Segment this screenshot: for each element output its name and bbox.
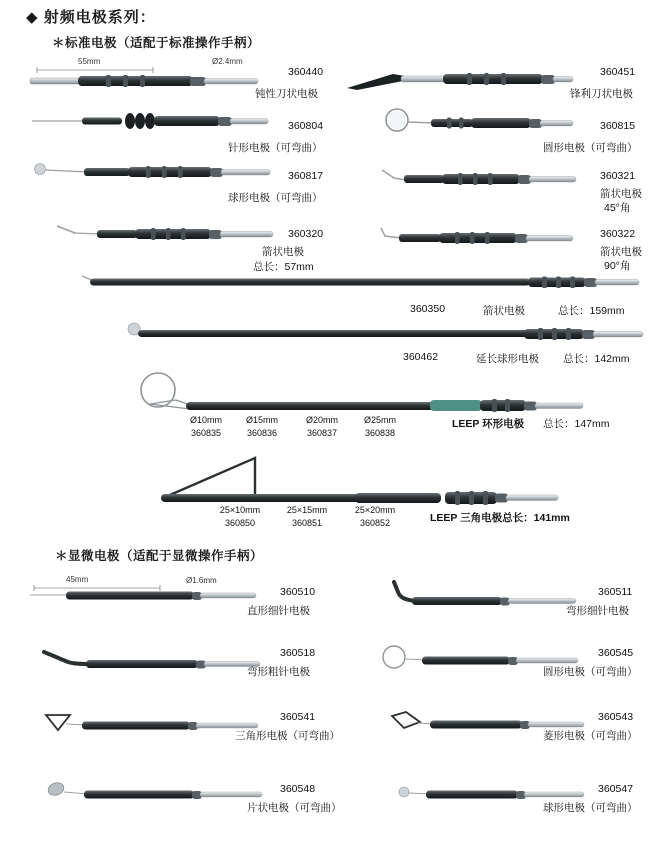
dimension-diameter-16: Ø1.6mm: [186, 576, 217, 585]
product-label-360547: 球形电极（可弯曲）: [543, 802, 638, 814]
product-code-360543: 360543: [598, 711, 634, 723]
product-label-360350: 箭状电极: [483, 305, 525, 317]
electrode-image-360350: [80, 272, 640, 292]
product-label-360548: 片状电极（可弯曲）: [247, 802, 342, 814]
dimension-length-55: 55mm: [78, 57, 101, 66]
product-code-360451: 360451: [600, 66, 636, 78]
product-code-360804: 360804: [288, 120, 324, 132]
electrode-image-360451: [345, 68, 575, 94]
product-label-360518: 弯形粗针电极: [247, 666, 310, 678]
product-label-360462: 延长球形电极: [476, 353, 539, 365]
electrode-image-360815: [375, 108, 575, 136]
product-angle-360322: 90°角: [604, 260, 631, 272]
product-length-360320: 总长：57mm: [253, 261, 314, 273]
leep-loop-size-4-value: Ø25mm: [363, 415, 396, 425]
product-label-360320: 箭状电极: [262, 246, 304, 258]
leep-loop-length: 总长：147mm: [543, 418, 610, 430]
leep-loop-size-2: [232, 414, 292, 440]
product-code-360321: 360321: [600, 170, 636, 182]
electrode-image-360548: [44, 780, 264, 804]
product-code-360510: 360510: [280, 586, 316, 598]
electrode-image-360804: [30, 110, 270, 134]
product-code-360462: 360462: [403, 351, 439, 363]
leep-triangle-size-1: [208, 504, 272, 530]
leep-triangle-size-2-code: 360851: [291, 518, 323, 528]
product-code-360440: 360440: [288, 66, 324, 78]
product-code-360541: 360541: [280, 711, 316, 723]
product-code-360350: 360350: [410, 303, 446, 315]
leep-triangle-size-3-code: 360852: [359, 518, 391, 528]
leep-triangle-size-2-value: 25×15mm: [286, 505, 328, 515]
leep-triangle-size-2: [275, 504, 339, 530]
product-code-360548: 360548: [280, 783, 316, 795]
leep-loop-size-3-value: Ø20mm: [305, 415, 338, 425]
leep-loop-size-4-code: 360838: [364, 428, 396, 438]
leep-triangle-size-3-value: 25×20mm: [354, 505, 396, 515]
leep-loop-size-3-code: 360837: [306, 428, 338, 438]
product-code-360320: 360320: [288, 228, 324, 240]
product-label-360817: 球形电极（可弯曲）: [228, 192, 323, 204]
leep-loop-size-1: [176, 414, 236, 440]
product-label-360541: 三角形电极（可弯曲）: [235, 730, 340, 742]
product-label-360321: 箭状电极: [600, 188, 642, 200]
subsection-title-standard: ＊标准电极（适配于标准操作手柄）: [52, 36, 261, 50]
product-label-360511: 弯形细针电极: [566, 605, 629, 617]
product-label-360545: 圆形电极（可弯曲）: [543, 666, 638, 678]
product-code-360545: 360545: [598, 647, 634, 659]
leep-loop-size-2-value: Ø15mm: [245, 415, 278, 425]
product-label-360804: 针形电极（可弯曲）: [228, 142, 323, 154]
subsection-title-micro: ＊显微电极（适配于显微操作手柄）: [55, 549, 264, 563]
leep-triangle-size-1-value: 25×10mm: [219, 505, 261, 515]
product-code-360322: 360322: [600, 228, 636, 240]
dimension-length-45: 45mm: [66, 575, 89, 584]
electrode-image-360320: [55, 222, 275, 246]
electrode-image-360462: [126, 322, 646, 344]
page-title: ◆ 射频电极系列：: [26, 9, 156, 26]
dimension-line-55: [35, 66, 155, 74]
product-label-360815: 圆形电极（可弯曲）: [543, 142, 638, 154]
product-length-360350: 总长：159mm: [558, 305, 625, 317]
leep-triangle-size-3: [343, 504, 407, 530]
electrode-image-leep-loop: [120, 372, 640, 416]
product-code-360511: 360511: [598, 586, 633, 598]
product-code-360817: 360817: [288, 170, 324, 182]
product-label-360440: 钝性刀状电极: [255, 88, 318, 100]
leep-loop-size-2-code: 360836: [246, 428, 278, 438]
leep-loop-size-4: [350, 414, 410, 440]
electrode-image-360322: [375, 224, 575, 252]
product-label-360510: 直形细针电极: [247, 605, 310, 617]
product-length-360462: 总长：142mm: [563, 353, 630, 365]
leep-triangle-size-1-code: 360850: [224, 518, 256, 528]
electrode-image-360541: [40, 708, 260, 734]
leep-triangle-label: LEEP 三角电极总长：141mm: [430, 512, 570, 524]
product-label-360543: 菱形电极（可弯曲）: [543, 730, 638, 742]
leep-loop-label: LEEP 环形电极: [452, 418, 525, 430]
electrode-image-360817: [32, 160, 272, 184]
product-label-360322: 箭状电极: [600, 246, 642, 258]
leep-loop-size-1-value: Ø10mm: [189, 415, 222, 425]
electrode-image-360321: [378, 162, 578, 192]
dimension-line-45: [32, 584, 162, 592]
product-angle-360321: 45°角: [604, 202, 631, 214]
leep-loop-size-3: [292, 414, 352, 440]
product-code-360815: 360815: [600, 120, 636, 132]
leep-loop-size-1-code: 360835: [190, 428, 222, 438]
electrode-image-360518: [42, 648, 262, 672]
electrode-image-360511: [388, 578, 578, 610]
dimension-diameter-24: Ø2.4mm: [212, 57, 243, 66]
product-label-360451: 锋利刀状电极: [570, 88, 633, 100]
electrode-image-leep-triangle: [155, 452, 645, 506]
product-code-360547: 360547: [598, 783, 634, 795]
product-code-360518: 360518: [280, 647, 316, 659]
